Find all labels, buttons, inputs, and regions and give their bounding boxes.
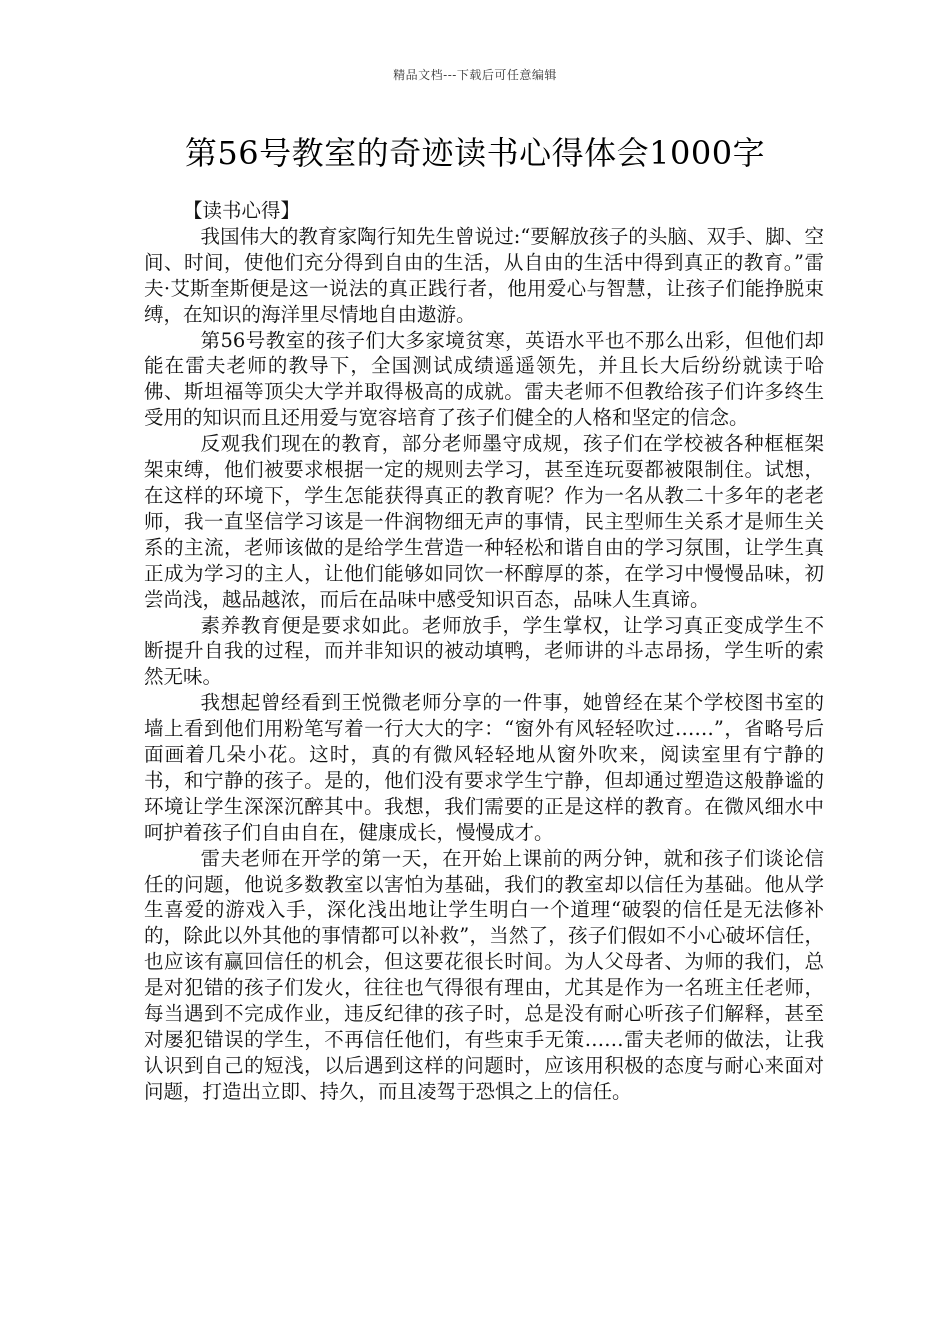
- section-label: 【读书心得】: [183, 199, 301, 222]
- header-note: 精品文档---下载后可任意编辑: [393, 68, 557, 82]
- paragraph-6: 雷夫老师在开学的第一天，在开始上课前的两分钟，就和孩子们谈论信任的问题，他说多数教室以害怕为基础，我们的教室却以信任为基础。他从学生喜爱的游戏入手，深化浅出地让学生明白一个道理“破裂的信任是无法修补的，除此以外其他的事情都可以补救”，当然了，孩子们假如不小心破坏信任，也应该有赢回信任的机会，但这要花很长时间。为人父母者、为师的我们，总是对犯错的孩子们发火，往往也气得很有理由，尤其是作为一名班主任老师，每当遇到不完成作业，违反纪律的孩子时，总是没有耐心听孩子们解释，甚至对屡犯错误的学生，不再信任他们，有些束手无策……雷夫老师的做法，让我认识到自己的短浅，以后遇到这样的问题时，应该用积极的态度与耐心来面对问题，打造出立即、持久，而且凌驾于恐惧之上的信任。: [144, 846, 824, 1103]
- paragraph-3: 反观我们现在的教育，部分老师墨守成规，孩子们在学校被各种框框架架束缚，他们被要求根据一定的规则去学习，甚至连玩耍都被限制住。试想，在这样的环境下，学生怎能获得真正的教育呢？作为一名从教二十多年的老老师，我一直坚信学习该是一件润物细无声的事情，民主型师生关系才是师生关系的主流，老师该做的是给学生营造一种轻松和谐自由的学习氛围，让学生真正成为学习的主人，让他们能够如同饮一杯醇厚的茶，在学习中慢慢品味，初尝尚浅，越品越浓，而后在品味中感受知识百态，品味人生真谛。: [144, 432, 824, 611]
- paragraph-5: 我想起曾经看到王悦微老师分享的一件事，她曾经在某个学校图书室的墙上看到他们用粉笔写着一行大大的字：“窗外有风轻轻吹过……”，省略号后面画着几朵小花。这时，真的有微风轻轻地从窗外吹来，阅读室里有宁静的书，和宁静的孩子。是的，他们没有要求学生宁静，但却通过塑造这般静谧的环境让学生深深沉醉其中。我想，我们需要的正是这样的教育。在微风细水中呵护着孩子们自由自在，健康成长，慢慢成才。: [144, 691, 824, 844]
- document-title: 第56号教室的奇迹读书心得体会1000字: [184, 134, 766, 172]
- paragraph-2: 第56号教室的孩子们大多家境贫寒，英语水平也不那么出彩，但他们却能在雷夫老师的教导下，全国测试成绩遥遥领先，并且长大后纷纷就读于哈佛、斯坦福等顶尖大学并取得极高的成就。雷夫老师不但教给孩子们许多终生受用的知识而且还用爱与宽容培育了孩子们健全的人格和坚定的信念。: [144, 328, 824, 430]
- paragraph-4: 素养教育便是要求如此。老师放手，学生掌权，让学习真正变成学生不断提升自我的过程，而并非知识的被动填鸭，老师讲的斗志昂扬，学生听的索然无味。: [144, 613, 824, 689]
- document-body: [144, 198, 824, 1105]
- paragraph-1: 我国伟大的教育家陶行知先生曾说过:“要解放孩子的头脑、双手、脚、空间、时间，使他们充分得到自由的生活，从自由的生活中得到真正的教育。”雷夫·艾斯奎斯便是这一说法的真正践行者，他用爱心与智慧，让孩子们能挣脱束缚，在知识的海洋里尽情地自由遨游。: [144, 224, 824, 326]
